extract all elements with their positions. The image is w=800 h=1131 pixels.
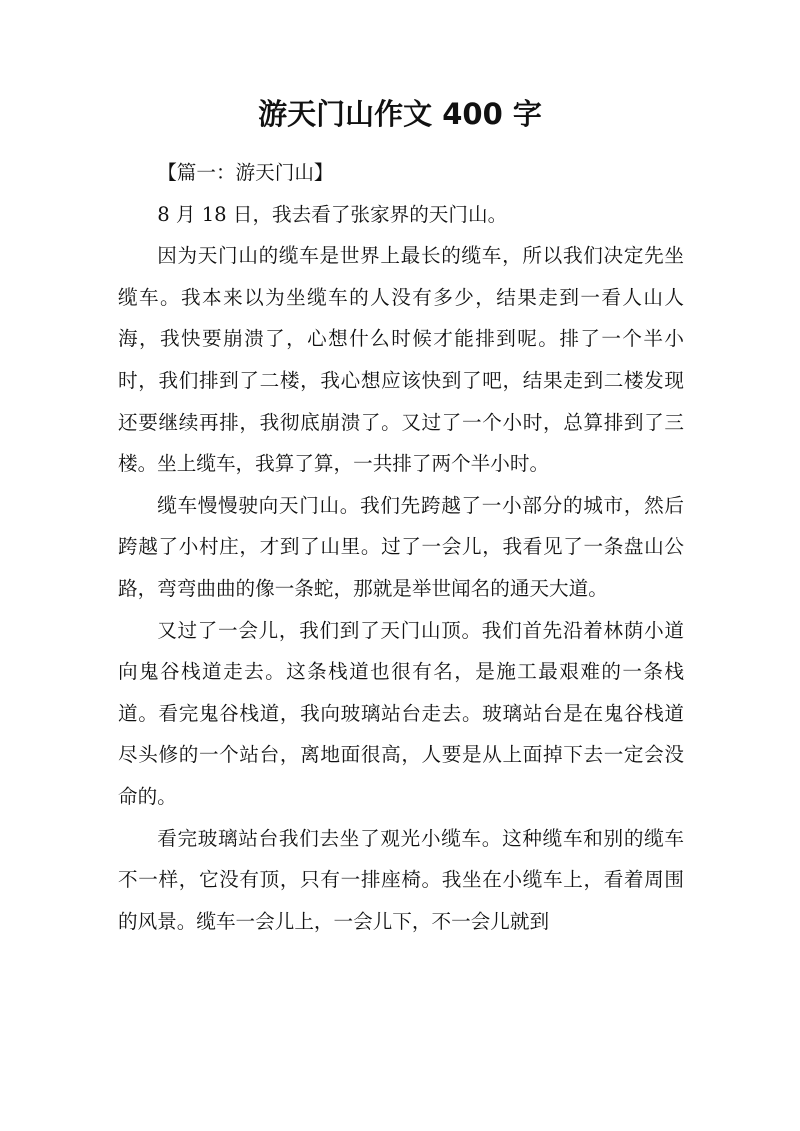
paragraph: 又过了一会儿，我们到了天门山顶。我们首先沿着林荫小道向鬼谷栈道走去。这条栈道也很有名，是施工最艰难的一条栈道。看完鬼谷栈道，我向玻璃站台走去。玻璃站台是在鬼谷栈道尽头修的一个站台，离地面很高，人要是从上面掉下去一定会没命的。 xyxy=(118,618,684,808)
paragraph: 看完玻璃站台我们去坐了观光小缆车。这种缆车和别的缆车不一样，它没有顶，只有一排座椅。我坐在小缆车上，看着周围的风景。缆车一会儿上，一会儿下，不一会儿就到 xyxy=(118,826,684,933)
document-body xyxy=(118,152,684,942)
paragraph: 8 月 18 日，我去看了张家界的天门山。 xyxy=(157,202,508,226)
document-title: 游天门山作文 400 字 xyxy=(258,97,542,131)
paragraph: 缆车慢慢驶向天门山。我们先跨越了一小部分的城市，然后跨越了小村庄，才到了山里。过了一会儿，我看见了一条盘山公路，弯弯曲曲的像一条蛇，那就是举世闻名的通天大道。 xyxy=(118,493,684,600)
section-heading: 【篇一：游天门山】 xyxy=(157,161,334,184)
paragraph: 因为天门山的缆车是世界上最长的缆车，所以我们决定先坐缆车。我本来以为坐缆车的人没有多少，结果走到一看人山人海，我快要崩溃了，心想什么时候才能排到呢。排了一个半小时，我们排到了二楼，我心想应该快到了吧，结果走到二楼发现还要继续再排，我彻底崩溃了。又过了一个小时，总算排到了三楼。坐上缆车，我算了算，一共排了两个半小时。 xyxy=(118,244,684,476)
